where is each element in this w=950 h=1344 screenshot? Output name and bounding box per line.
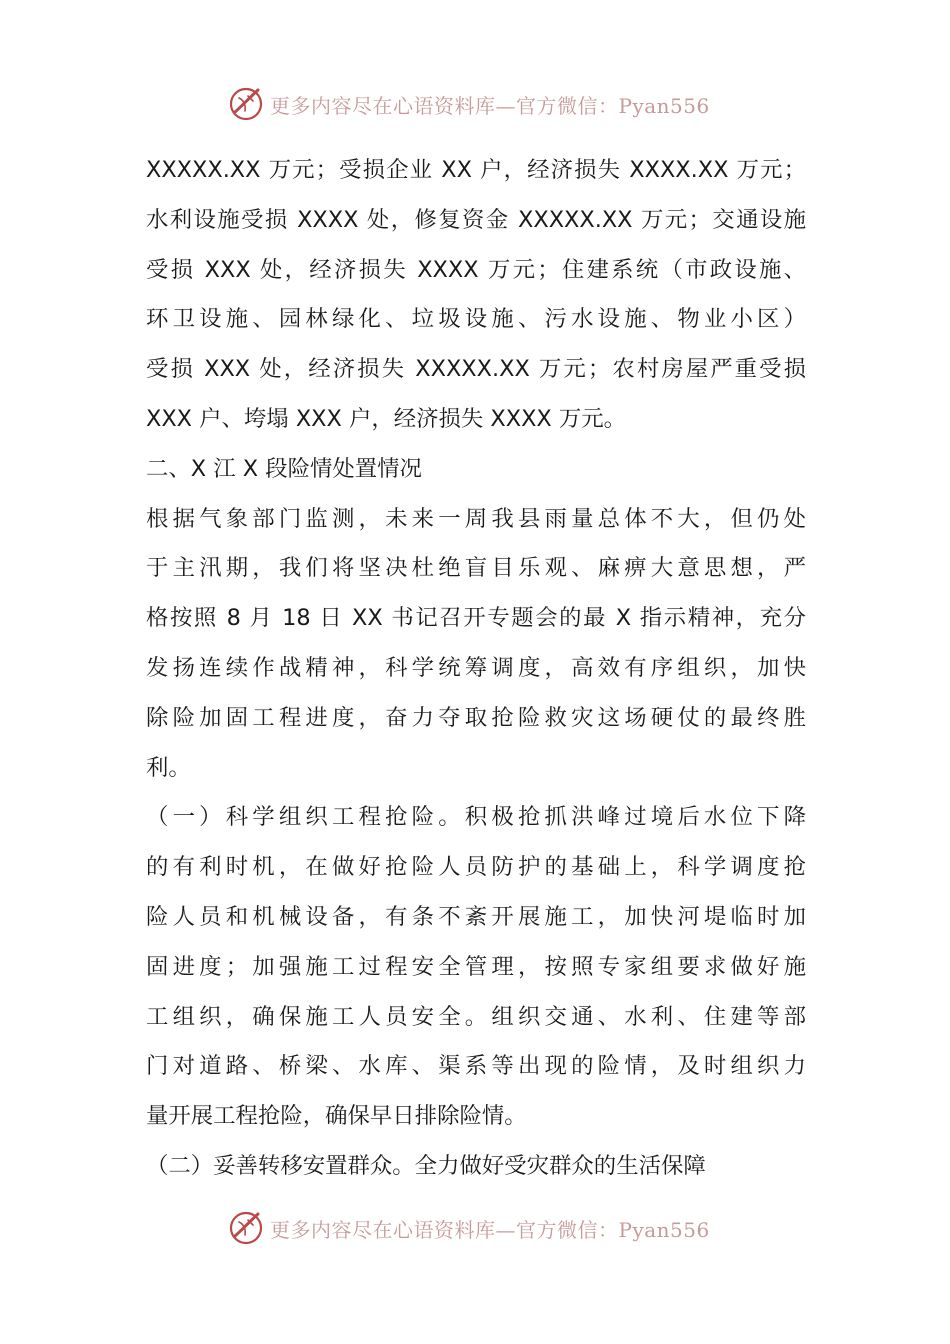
text-line: 受损 XXX 处，经济损失 XXXX 万元；住建系统（市政设施、 bbox=[146, 256, 806, 283]
footer-watermark-banner bbox=[226, 1208, 726, 1248]
text-line: 固进度；加强施工过程安全管理，按照专家组要求做好施 bbox=[146, 953, 806, 980]
text-line: 格按照 8 月 18 日 XX 书记召开专题会的最 X 指示精神，充分 bbox=[146, 605, 806, 632]
header-watermark-banner bbox=[226, 84, 726, 124]
paragraph-section-2-heading bbox=[146, 445, 806, 495]
text-line: （二）妥善转移安置群众。全力做好受灾群众的生活保障 bbox=[146, 1152, 706, 1179]
text-line: XXXXX.XX 万元；受损企业 XX 户，经济损失 XXXX.XX 万元； bbox=[146, 157, 806, 183]
text-line: 根据气象部门监测，未来一周我县雨量总体不大，但仍处 bbox=[146, 505, 806, 532]
text-line: 的有利时机，在做好抢险人员防护的基础上，科学调度抢 bbox=[146, 854, 806, 881]
calligraphy-brush-logo-icon bbox=[226, 84, 266, 124]
text-line: 门对道路、桥梁、水库、渠系等出现的险情，及时组织力 bbox=[146, 1053, 806, 1080]
text-line: 量开展工程抢险，确保早日排除险情。 bbox=[146, 1103, 527, 1130]
footer-watermark-text: 更多内容尽在心语资料库—官方微信：Pyan556 bbox=[270, 1217, 710, 1242]
calligraphy-brush-logo-icon bbox=[226, 1208, 266, 1248]
text-line: 环卫设施、园林绿化、垃圾设施、污水设施、物业小区） bbox=[146, 306, 806, 333]
text-line: 水利设施受损 XXXX 处，修复资金 XXXXX.XX 万元；交通设施 bbox=[146, 206, 806, 233]
text-line: 除险加固工程进度，奋力夺取抢险救灾这场硬仗的最终胜 bbox=[146, 704, 806, 731]
text-line: XXX 户、垮塌 XXX 户，经济损失 XXXX 万元。 bbox=[146, 405, 627, 432]
document-body bbox=[146, 146, 806, 1192]
paragraph-section-2-intro bbox=[146, 495, 806, 794]
paragraph-item-1 bbox=[146, 793, 806, 1142]
paragraph-losses-continued bbox=[146, 146, 806, 445]
paragraph-item-2-start bbox=[146, 1142, 806, 1192]
text-line: 于主汛期，我们将坚决杜绝盲目乐观、麻痹大意思想，严 bbox=[146, 555, 806, 582]
header-watermark-text: 更多内容尽在心语资料库—官方微信：Pyan556 bbox=[270, 93, 710, 118]
text-line: （一）科学组织工程抢险。积极抢抓洪峰过境后水位下降 bbox=[146, 804, 806, 831]
text-line: 受损 XXX 处，经济损失 XXXXX.XX 万元；农村房屋严重受损 bbox=[146, 356, 806, 383]
text-line: 工组织，确保施工人员安全。组织交通、水利、住建等部 bbox=[146, 1003, 806, 1030]
text-line: 二、X 江 X 段险情处置情况 bbox=[146, 455, 422, 482]
text-line: 险人员和机械设备，有条不紊开展施工，加快河堤临时加 bbox=[146, 903, 806, 930]
text-line: 发扬连续作战精神，科学统筹调度，高效有序组织，加快 bbox=[146, 654, 806, 681]
text-line: 利。 bbox=[146, 754, 191, 781]
